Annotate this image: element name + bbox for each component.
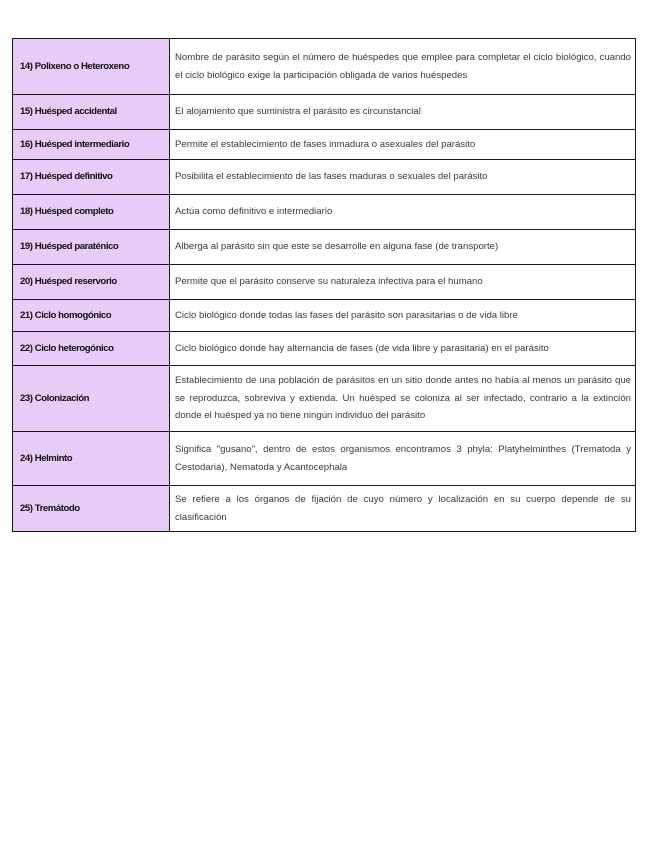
definition-cell: Ciclo biológico donde todas las fases del parásito son parasitarias o de vida libre bbox=[170, 300, 636, 332]
term-cell: 22) Ciclo heterogónico bbox=[13, 332, 170, 366]
definition-cell: El alojamiento que suministra el parásito es circunstancial bbox=[170, 95, 636, 130]
table-row bbox=[13, 130, 636, 160]
definition-cell: Alberga al parásito sin que este se desarrolle en alguna fase (de transporte) bbox=[170, 230, 636, 265]
definition-cell: Permite el establecimiento de fases inmadura o asexuales del parásito bbox=[170, 130, 636, 160]
term-cell: 17) Huésped definitivo bbox=[13, 160, 170, 195]
definition-cell: Establecimiento de una población de parásitos en un sitio donde antes no había al menos un parásito que se reproduzca, sobreviva y extienda. Un huésped se coloniza al ser infectado, contrario a la extinción donde el huésped ya no tiene ningún individuo del parásito bbox=[170, 366, 636, 432]
table-row bbox=[13, 230, 636, 265]
definition-cell: Actúa como definitivo e intermediario bbox=[170, 195, 636, 230]
table-row bbox=[13, 332, 636, 366]
term-cell: 25) Tremátodo bbox=[13, 486, 170, 532]
term-cell: 20) Huésped reservorio bbox=[13, 265, 170, 300]
table-row bbox=[13, 95, 636, 130]
definition-cell: Posibilita el establecimiento de las fases maduras o sexuales del parásito bbox=[170, 160, 636, 195]
definition-cell: Nombre de parásito según el número de huéspedes que emplee para completar el ciclo biológico, cuando el ciclo biológico exige la participación obligada de varios huéspedes bbox=[170, 39, 636, 95]
table-row bbox=[13, 39, 636, 95]
definition-cell: Permite que el parásito conserve su naturaleza infectiva para el humano bbox=[170, 265, 636, 300]
table-row bbox=[13, 195, 636, 230]
term-cell: 15) Huésped accidental bbox=[13, 95, 170, 130]
table-row bbox=[13, 160, 636, 195]
table-row bbox=[13, 486, 636, 532]
table-row bbox=[13, 265, 636, 300]
table-row bbox=[13, 366, 636, 432]
table-row bbox=[13, 432, 636, 486]
term-cell: 23) Colonización bbox=[13, 366, 170, 432]
term-cell: 18) Huésped completo bbox=[13, 195, 170, 230]
term-cell: 19) Huésped paraténico bbox=[13, 230, 170, 265]
definition-cell: Significa "gusano", dentro de estos organismos encontramos 3 phyla: Platyhelminthes (Trematoda y Cestodaria), Nematoda y Acantocephala bbox=[170, 432, 636, 486]
definition-cell: Se refiere a los órganos de fijación de cuyo número y localización en su cuerpo depende de su clasificación bbox=[170, 486, 636, 532]
table-row bbox=[13, 300, 636, 332]
term-cell: 24) Helminto bbox=[13, 432, 170, 486]
term-cell: 21) Ciclo homogónico bbox=[13, 300, 170, 332]
term-cell: 14) Polixeno o Heteroxeno bbox=[13, 39, 170, 95]
glossary-table bbox=[12, 38, 636, 532]
term-cell: 16) Huésped intermediario bbox=[13, 130, 170, 160]
definition-cell: Ciclo biológico donde hay alternancia de fases (de vida libre y parasitaria) en el parásito bbox=[170, 332, 636, 366]
